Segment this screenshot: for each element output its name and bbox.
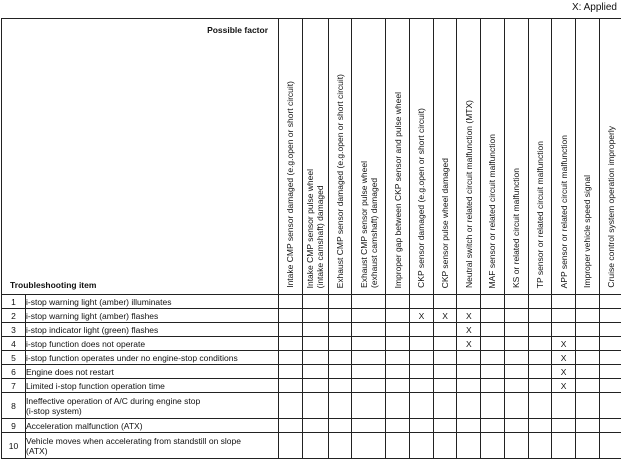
applied-mark-cell — [481, 433, 505, 459]
troubleshooting-matrix — [1, 18, 621, 459]
applied-mark-cell — [528, 337, 552, 351]
applied-mark-cell — [504, 379, 528, 393]
applied-mark-cell — [328, 419, 352, 433]
applied-mark-cell — [279, 393, 303, 419]
applied-mark-cell — [433, 351, 457, 365]
applied-mark-cell — [575, 419, 599, 433]
troubleshooting-item: i-stop warning light (amber) flashes — [26, 309, 279, 323]
troubleshooting-item: Engine does not restart — [26, 365, 279, 379]
applied-mark-cell — [433, 295, 457, 309]
applied-mark-cell — [599, 351, 621, 365]
applied-mark-cell: X — [552, 379, 576, 393]
row-number: 9 — [2, 419, 26, 433]
applied-mark-cell — [528, 433, 552, 459]
applied-mark-cell — [457, 419, 481, 433]
applied-mark-cell — [410, 419, 434, 433]
applied-mark-cell — [504, 419, 528, 433]
row-number: 6 — [2, 365, 26, 379]
troubleshooting-item: i-stop indicator light (green) flashes — [26, 323, 279, 337]
troubleshooting-item: Limited i-stop function operation time — [26, 379, 279, 393]
row-number: 1 — [2, 295, 26, 309]
applied-mark-cell — [302, 309, 328, 323]
applied-mark-cell — [279, 365, 303, 379]
applied-mark-cell — [302, 295, 328, 309]
applied-mark-cell — [410, 295, 434, 309]
applied-mark-cell — [481, 323, 505, 337]
applied-mark-cell — [279, 295, 303, 309]
troubleshooting-item: Ineffective operation of A/C during engine stop (i-stop system) — [26, 393, 279, 419]
applied-mark-cell — [352, 365, 386, 379]
applied-mark-cell — [279, 323, 303, 337]
factor-header: Cruise control system operation improperly — [599, 19, 621, 295]
applied-mark-cell — [410, 365, 434, 379]
applied-mark-cell: X — [552, 365, 576, 379]
applied-mark-cell — [328, 337, 352, 351]
applied-mark-cell — [386, 365, 410, 379]
factor-header: KS or related circuit malfunction — [504, 19, 528, 295]
applied-mark-cell — [528, 365, 552, 379]
applied-mark-cell — [552, 309, 576, 323]
applied-mark-cell — [352, 351, 386, 365]
applied-mark-cell — [575, 365, 599, 379]
applied-mark-cell — [328, 295, 352, 309]
header-corner — [2, 19, 279, 295]
applied-mark-cell — [552, 419, 576, 433]
troubleshooting-item: Acceleration malfunction (ATX) — [26, 419, 279, 433]
factor-header: Exhaust CMP sensor damaged (e.g.open or short circuit) — [328, 19, 352, 295]
table-row — [2, 295, 621, 309]
applied-mark-cell — [352, 433, 386, 459]
applied-mark-cell — [386, 379, 410, 393]
row-number: 8 — [2, 393, 26, 419]
applied-mark-cell: X — [457, 309, 481, 323]
applied-mark-cell — [279, 419, 303, 433]
factor-header: Intake CMP sensor pulse wheel (intake camshaft) damaged — [302, 19, 328, 295]
applied-mark-cell — [575, 351, 599, 365]
applied-mark-cell — [352, 419, 386, 433]
table-row — [2, 379, 621, 393]
factor-header: Neutral switch or related circuit malfunction (MTX) — [457, 19, 481, 295]
applied-mark-cell — [528, 309, 552, 323]
factor-header: Intake CMP sensor damaged (e.g.open or short circuit) — [279, 19, 303, 295]
table-row — [2, 337, 621, 351]
applied-mark-cell — [279, 309, 303, 323]
applied-mark-cell — [352, 337, 386, 351]
applied-mark-cell — [410, 393, 434, 419]
applied-mark-cell — [481, 365, 505, 379]
applied-mark-cell — [328, 433, 352, 459]
applied-mark-cell — [328, 351, 352, 365]
factor-header: CKP sensor damaged (e.g.open or short circuit) — [410, 19, 434, 295]
applied-mark-cell — [481, 351, 505, 365]
applied-mark-cell — [328, 379, 352, 393]
applied-mark-cell — [575, 337, 599, 351]
applied-mark-cell — [410, 351, 434, 365]
applied-mark-cell — [352, 295, 386, 309]
applied-mark-cell — [410, 323, 434, 337]
applied-mark-cell — [481, 309, 505, 323]
applied-mark-cell — [504, 365, 528, 379]
troubleshooting-item-label: Troubleshooting item — [10, 280, 97, 290]
table-row — [2, 323, 621, 337]
applied-mark-cell — [279, 351, 303, 365]
possible-factor-label: Possible factor — [207, 25, 268, 35]
applied-mark-cell — [279, 379, 303, 393]
applied-mark-cell — [528, 323, 552, 337]
applied-mark-cell — [352, 393, 386, 419]
factor-header: MAF sensor or related circuit malfunction — [481, 19, 505, 295]
applied-mark-cell — [481, 379, 505, 393]
troubleshooting-item: i-stop function does not operate — [26, 337, 279, 351]
applied-mark-cell — [279, 433, 303, 459]
applied-mark-cell — [599, 323, 621, 337]
applied-mark-cell — [599, 393, 621, 419]
applied-mark-cell — [599, 379, 621, 393]
applied-mark-cell — [433, 433, 457, 459]
applied-mark-cell: X — [433, 309, 457, 323]
factor-header: Improper vehicle speed signal — [575, 19, 599, 295]
applied-mark-cell — [433, 393, 457, 419]
applied-mark-cell — [552, 323, 576, 337]
applied-mark-cell — [575, 309, 599, 323]
applied-mark-cell — [552, 393, 576, 419]
applied-mark-cell — [599, 295, 621, 309]
applied-mark-cell — [457, 379, 481, 393]
applied-mark-cell — [599, 365, 621, 379]
applied-mark-cell — [352, 323, 386, 337]
applied-mark-cell — [457, 433, 481, 459]
applied-mark-cell — [302, 393, 328, 419]
applied-mark-cell — [328, 393, 352, 419]
applied-mark-cell — [504, 323, 528, 337]
factor-header: APP sensor or related circuit malfunction — [552, 19, 576, 295]
applied-mark-cell — [481, 295, 505, 309]
header-row — [2, 19, 621, 295]
applied-mark-cell — [410, 337, 434, 351]
applied-mark-cell: X — [457, 337, 481, 351]
applied-mark-cell: X — [410, 309, 434, 323]
applied-mark-cell — [302, 433, 328, 459]
applied-mark-cell — [504, 433, 528, 459]
applied-mark-cell — [279, 337, 303, 351]
table-row — [2, 433, 621, 459]
applied-mark-cell — [328, 309, 352, 323]
applied-mark-cell — [386, 323, 410, 337]
row-number: 2 — [2, 309, 26, 323]
applied-mark-cell — [433, 379, 457, 393]
applied-mark-cell — [528, 393, 552, 419]
applied-mark-cell — [528, 379, 552, 393]
applied-mark-cell — [352, 309, 386, 323]
table-row — [2, 393, 621, 419]
factor-header: TP sensor or related circuit malfunction — [528, 19, 552, 295]
applied-mark-cell — [481, 393, 505, 419]
applied-mark-cell — [575, 393, 599, 419]
applied-mark-cell — [552, 295, 576, 309]
applied-mark-cell — [599, 337, 621, 351]
applied-mark-cell — [302, 337, 328, 351]
applied-mark-cell — [433, 365, 457, 379]
applied-mark-cell — [599, 309, 621, 323]
applied-mark-cell — [481, 419, 505, 433]
applied-mark-cell — [433, 419, 457, 433]
applied-mark-cell — [386, 309, 410, 323]
applied-mark-cell — [528, 295, 552, 309]
applied-mark-cell — [599, 419, 621, 433]
applied-mark-cell — [410, 379, 434, 393]
factor-header: CKP sensor pulse wheel damaged — [433, 19, 457, 295]
applied-mark-cell — [575, 379, 599, 393]
applied-mark-cell — [302, 419, 328, 433]
factor-header: Exhaust CMP sensor pulse wheel (exhaust camshaft) damaged — [352, 19, 386, 295]
applied-mark-cell — [504, 351, 528, 365]
troubleshooting-item: Vehicle moves when accelerating from standstill on slope (ATX) — [26, 433, 279, 459]
table-row — [2, 419, 621, 433]
legend: X: Applied — [571, 2, 617, 13]
applied-mark-cell — [352, 379, 386, 393]
applied-mark-cell — [457, 295, 481, 309]
applied-mark-cell — [481, 337, 505, 351]
applied-mark-cell — [386, 419, 410, 433]
applied-mark-cell — [575, 323, 599, 337]
applied-mark-cell — [386, 337, 410, 351]
applied-mark-cell — [575, 295, 599, 309]
applied-mark-cell — [386, 393, 410, 419]
factor-header: Improper gap between CKP sensor and pulse wheel — [386, 19, 410, 295]
applied-mark-cell: X — [552, 337, 576, 351]
applied-mark-cell — [433, 323, 457, 337]
row-number: 3 — [2, 323, 26, 337]
applied-mark-cell — [328, 365, 352, 379]
applied-mark-cell — [528, 351, 552, 365]
applied-mark-cell — [328, 323, 352, 337]
applied-mark-cell — [528, 419, 552, 433]
applied-mark-cell — [457, 393, 481, 419]
table-row — [2, 351, 621, 365]
applied-mark-cell — [302, 379, 328, 393]
table-row — [2, 365, 621, 379]
troubleshooting-item: i-stop function operates under no engine-stop conditions — [26, 351, 279, 365]
troubleshooting-item: i-stop warning light (amber) illuminates — [26, 295, 279, 309]
applied-mark-cell: X — [552, 351, 576, 365]
row-number: 10 — [2, 433, 26, 459]
applied-mark-cell — [599, 433, 621, 459]
applied-mark-cell — [504, 393, 528, 419]
applied-mark-cell — [457, 351, 481, 365]
applied-mark-cell — [504, 295, 528, 309]
applied-mark-cell — [410, 433, 434, 459]
matrix-body — [2, 295, 621, 459]
table-row — [2, 309, 621, 323]
applied-mark-cell — [504, 309, 528, 323]
applied-mark-cell — [386, 433, 410, 459]
applied-mark-cell — [552, 433, 576, 459]
applied-mark-cell — [457, 365, 481, 379]
applied-mark-cell — [504, 337, 528, 351]
applied-mark-cell — [302, 365, 328, 379]
row-number: 4 — [2, 337, 26, 351]
applied-mark-cell — [386, 295, 410, 309]
applied-mark-cell — [433, 337, 457, 351]
applied-mark-cell — [575, 433, 599, 459]
applied-mark-cell — [386, 351, 410, 365]
applied-mark-cell: X — [457, 323, 481, 337]
applied-mark-cell — [302, 323, 328, 337]
row-number: 5 — [2, 351, 26, 365]
applied-mark-cell — [302, 351, 328, 365]
row-number: 7 — [2, 379, 26, 393]
